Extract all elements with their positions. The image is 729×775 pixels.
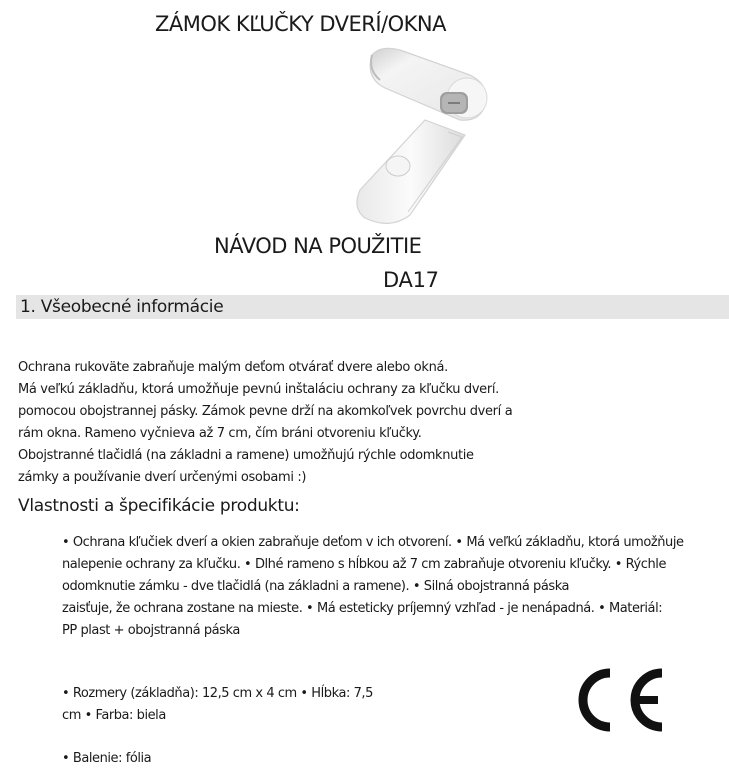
text-line: • Rozmery (základňa): 12,5 cm x 4 cm • Hĺbka: 7,5 xyxy=(62,686,373,701)
specs-heading: Vlastnosti a špecifikácie produktu: xyxy=(18,496,300,516)
text-line: nalepenie ochrany za kľučku. • Dlhé rameno s hĺbkou až 7 cm zabraňuje otvoreniu kľučky. • Rýchle xyxy=(62,557,666,572)
text-line: zámky a používanie dverí určenými osobami :) xyxy=(18,470,307,485)
general-info-paragraph xyxy=(18,357,512,489)
text-line: pomocou obojstrannej pásky. Zámok pevne drží na akomkoľvek povrchu dverí a xyxy=(18,404,513,419)
document-title: ZÁMOK KĽUČKY DVERÍ/OKNA xyxy=(155,12,447,36)
text-line: rám okna. Rameno vyčnieva až 7 cm, čím bráni otvoreniu kľučky. xyxy=(18,426,422,441)
ce-mark-icon xyxy=(570,667,670,733)
document-subtitle: NÁVOD NA POUŽITIE xyxy=(214,234,422,258)
text-line: zaisťuje, že ochrana zostane na mieste. • Má esteticky príjemný vzhľad - je nenápadná. • Materiál: xyxy=(62,601,663,616)
features-paragraph xyxy=(62,532,684,642)
text-line: • Balenie: fólia xyxy=(62,751,152,766)
door-handle-lock-photo xyxy=(330,40,500,230)
text-line: cm • Farba: biela xyxy=(62,708,166,723)
text-line: Ochrana rukoväte zabraňuje malým deťom otvárať dvere alebo okná. xyxy=(18,360,448,375)
text-line: odomknutie zámku - dve tlačidlá (na základni a ramene). • Silná obojstranná páska xyxy=(62,579,570,594)
text-line: Má veľkú základňu, ktorá umožňuje pevnú inštaláciu ochrany za kľučku dverí. xyxy=(18,382,499,397)
product-code: DA17 xyxy=(383,268,439,292)
dimensions-paragraph xyxy=(62,683,373,727)
text-line: PP plast + obojstranná páska xyxy=(62,623,240,638)
packaging-paragraph xyxy=(62,748,151,770)
text-line: Obojstranné tlačidlá (na základni a ramene) umožňujú rýchle odomknutie xyxy=(18,448,474,463)
section-heading: 1. Všeobecné informácie xyxy=(20,297,224,317)
text-line: • Ochrana kľučiek dverí a okien zabraňuje deťom v ich otvorení. • Má veľkú základňu, ktorá umožňuje xyxy=(62,535,684,550)
